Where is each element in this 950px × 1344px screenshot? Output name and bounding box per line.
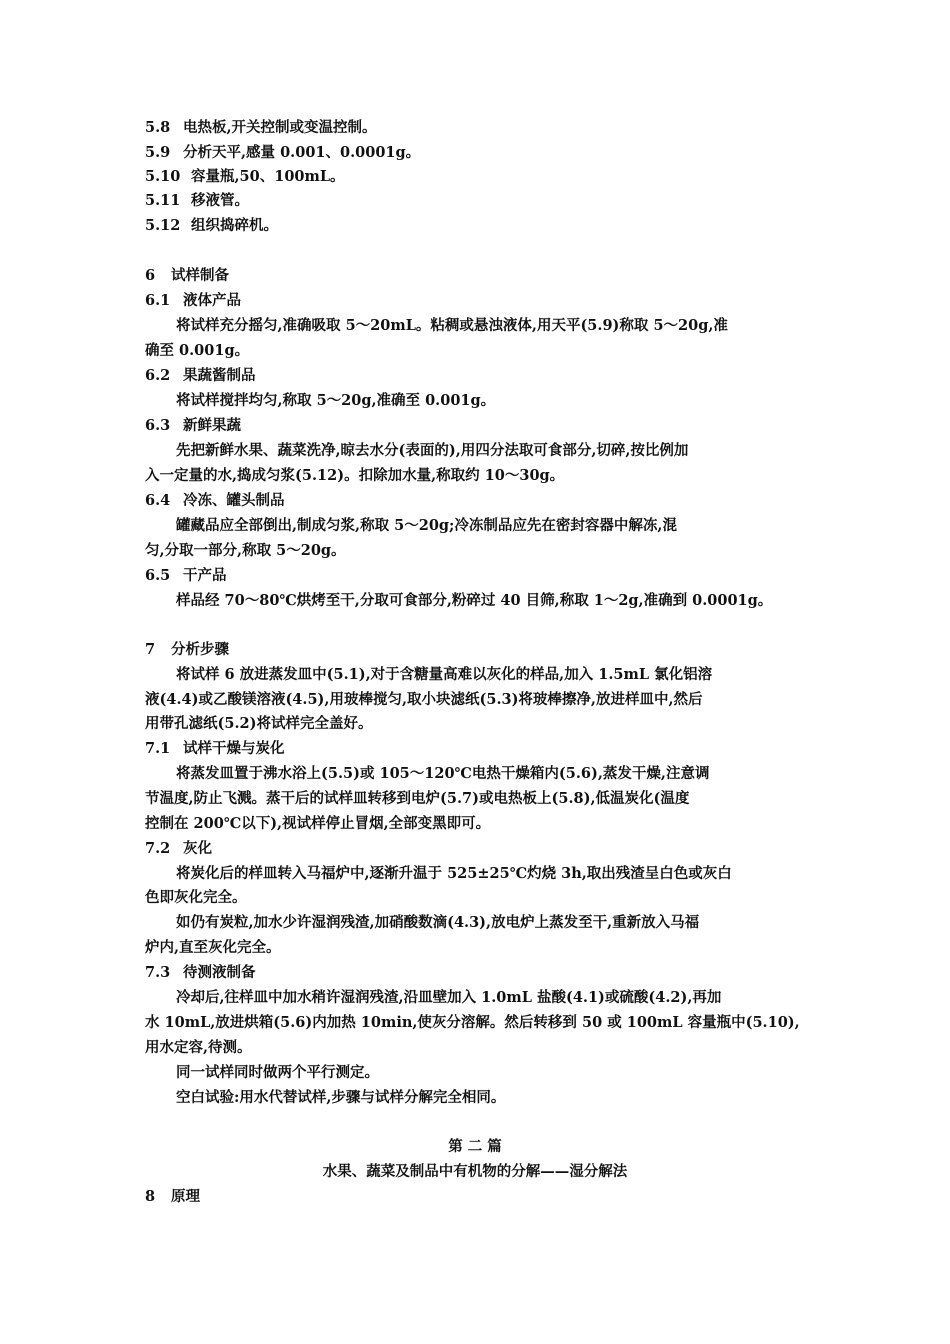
paragraph-line: 同一试样同时做两个平行测定。: [176, 1064, 379, 1081]
paragraph-line: 将蒸发皿置于沸水浴上(5.5)或 105～120℃电热干燥箱内(5.6),蒸发干燥,注意调: [176, 765, 710, 782]
equipment-item: 5.11 移液管。: [145, 192, 249, 209]
section-6-4-heading: 6.4 冷冻、罐头制品: [145, 492, 285, 509]
section-6-3-heading: 6.3 新鲜果蔬: [145, 417, 241, 434]
equipment-item: 5.8 电热板,开关控制或变温控制。: [145, 119, 377, 136]
paragraph-line: 入一定量的水,捣成匀浆(5.12)。扣除加水量,称取约 10～30g。: [145, 467, 565, 484]
equipment-item: 5.12 组织捣碎机。: [145, 217, 278, 234]
paragraph-line: 样品经 70～80℃烘烤至干,分取可食部分,粉碎过 40 目筛,称取 1～2g,准确到 0.0001g。: [176, 592, 773, 609]
section-8-heading: 8 原理: [145, 1188, 200, 1205]
paragraph-line: 将试样充分摇匀,准确吸取 5～20mL。粘稠或悬浊液体,用天平(5.9)称取 5～20g,准: [176, 317, 728, 334]
paragraph-line: 罐藏品应全部倒出,制成匀浆,称取 5～20g;冷冻制品应先在密封容器中解冻,混: [176, 517, 677, 534]
section-6-1-heading: 6.1 液体产品: [145, 292, 241, 309]
equipment-item: 5.9 分析天平,感量 0.001、0.0001g。: [145, 144, 421, 161]
section-6-5-heading: 6.5 干产品: [145, 567, 227, 584]
paragraph-line: 先把新鲜水果、蔬菜洗净,晾去水分(表面的),用四分法取可食部分,切碎,按比例加: [176, 442, 689, 459]
equipment-item: 5.10 容量瓶,50、100mL。: [145, 168, 345, 185]
paragraph-line: 水 10mL,放进烘箱(5.6)内加热 10min,使灰分溶解。然后转移到 50 或 100mL 容量瓶中(5.10),: [145, 1014, 800, 1031]
section-6-heading: 6 试样制备: [145, 267, 229, 284]
paragraph-line: 控制在 200℃以下),视试样停止冒烟,全部变黑即可。: [145, 815, 491, 832]
paragraph-line: 空白试验:用水代替试样,步骤与试样分解完全相同。: [176, 1089, 506, 1106]
paragraph-line: 将试样搅拌均匀,称取 5～20g,准确至 0.001g。: [176, 392, 496, 409]
paragraph-line: 确至 0.001g。: [145, 342, 250, 359]
paragraph-line: 用水定容,待测。: [145, 1039, 252, 1056]
paragraph-line: 冷却后,往样皿中加水稍许湿润残渣,沿皿壁加入 1.0mL 盐酸(4.1)或硫酸(4.2),再加: [176, 989, 722, 1006]
paragraph-line: 炉内,直至灰化完全。: [145, 939, 281, 956]
section-7-heading: 7 分析步骤: [145, 641, 229, 658]
paragraph-line: 匀,分取一部分,称取 5～20g。: [145, 542, 346, 559]
part-subtitle: 水果、蔬菜及制品中有机物的分解——湿分解法: [322, 1163, 628, 1180]
paragraph-line: 将炭化后的样皿转入马福炉中,逐渐升温于 525±25℃灼烧 3h,取出残渣呈白色或灰白: [176, 865, 732, 882]
paragraph-line: 色即灰化完全。: [145, 889, 247, 906]
section-7-3-heading: 7.3 待测液制备: [145, 964, 256, 981]
paragraph-line: 如仍有炭粒,加水少许湿润残渣,加硝酸数滴(4.3),放电炉上蒸发至干,重新放入马福: [176, 914, 700, 931]
paragraph-line: 节温度,防止飞溅。蒸干后的试样皿转移到电炉(5.7)或电热板上(5.8),低温炭化(温度: [145, 790, 690, 807]
part-title: 第 二 篇: [448, 1138, 502, 1155]
paragraph-line: 将试样 6 放进蒸发皿中(5.1),对于含糖量高难以灰化的样品,加入 1.5mL 氯化铝溶: [176, 666, 713, 683]
section-7-1-heading: 7.1 试样干燥与炭化: [145, 740, 285, 757]
paragraph-line: 用带孔滤纸(5.2)将试样完全盖好。: [145, 715, 373, 732]
section-6-2-heading: 6.2 果蔬酱制品: [145, 367, 256, 384]
paragraph-line: 液(4.4)或乙酸镁溶液(4.5),用玻棒搅匀,取小块滤纸(5.3)将玻棒擦净,放进样皿中,然后: [145, 691, 703, 708]
section-7-2-heading: 7.2 灰化: [145, 840, 212, 857]
